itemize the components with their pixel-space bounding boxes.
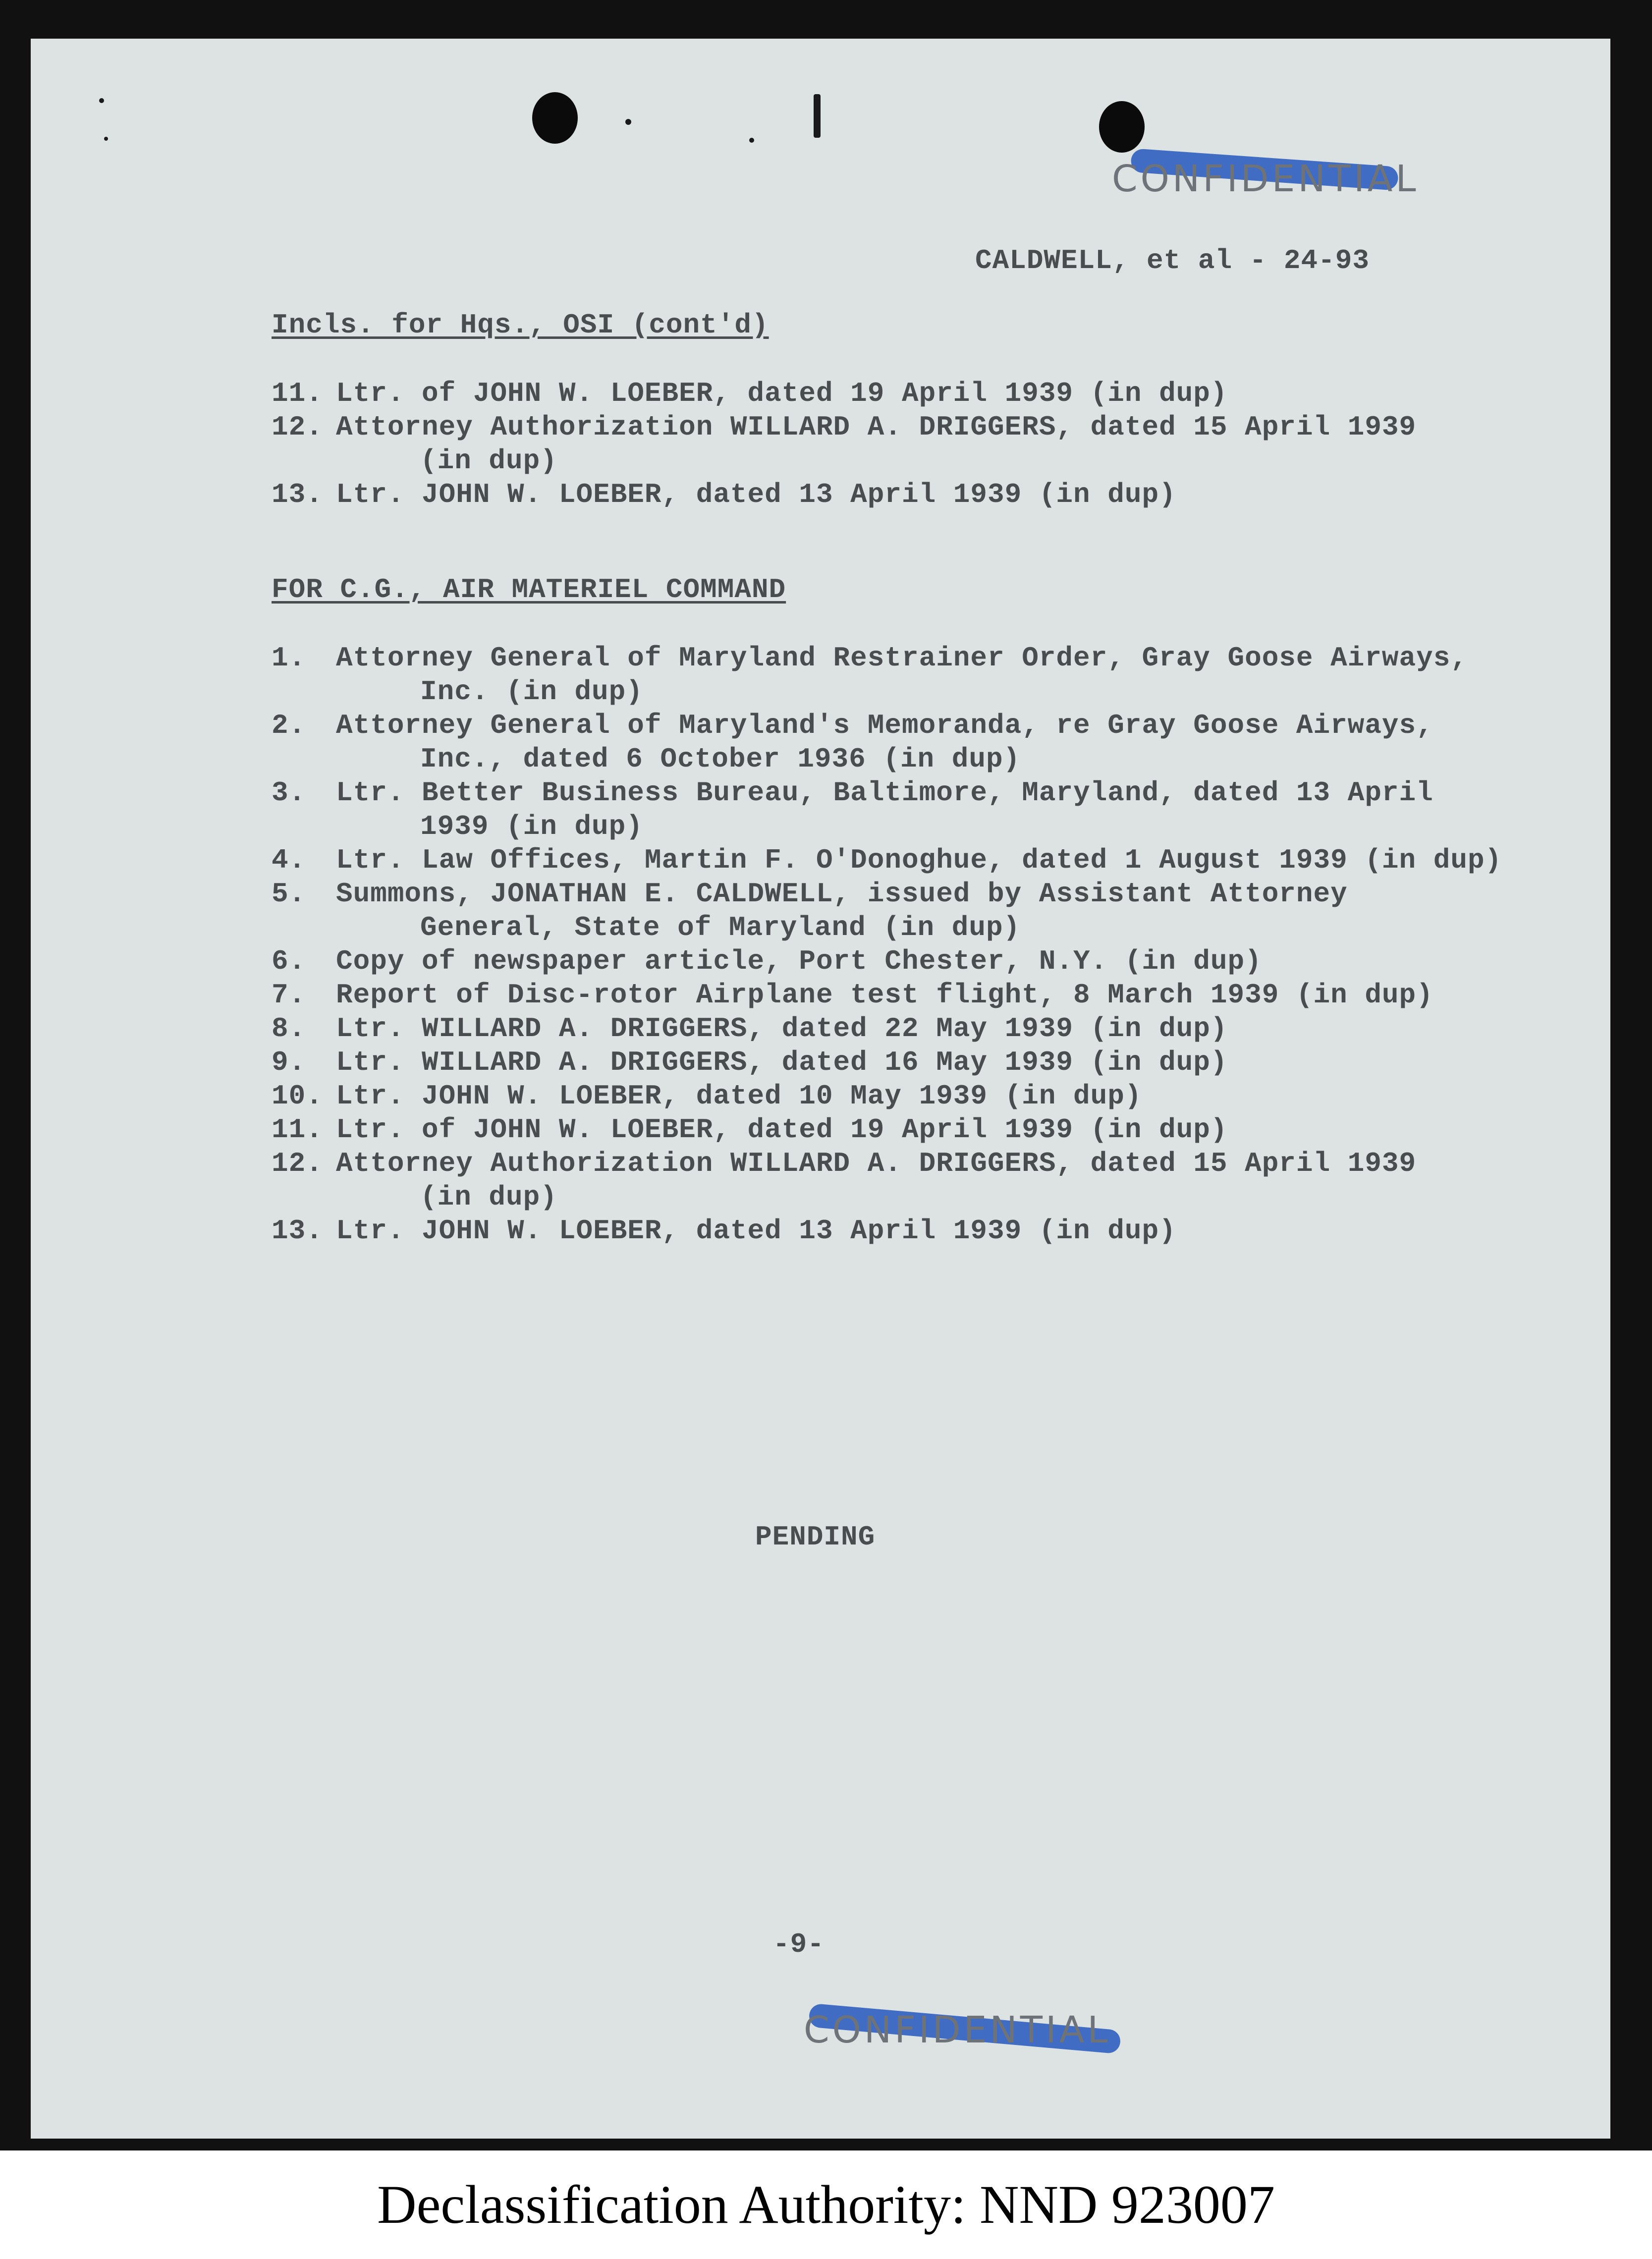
ink-speck: [99, 98, 104, 103]
confidential-stamp-top: CONFIDENTIAL: [1112, 158, 1419, 200]
list-item: [272, 1215, 1176, 1247]
ink-speck: [104, 137, 108, 141]
item-number: 13.: [272, 1215, 323, 1247]
item-number: 7.: [272, 979, 306, 1011]
ink-speck: [625, 119, 631, 125]
item-number: 10.: [272, 1080, 323, 1112]
declassification-footer: Declassification Authority: NND 923007: [377, 2174, 1275, 2235]
item-number: 13.: [272, 479, 323, 510]
item-number: 9.: [272, 1047, 306, 1078]
list-item: [272, 979, 1433, 1011]
ink-speck: [814, 94, 821, 138]
item-number: 12.: [272, 1148, 323, 1179]
item-text: Summons, JONATHAN E. CALDWELL, issued by Assistant Attorney: [336, 878, 1348, 910]
document-page: [31, 39, 1610, 2139]
section-heading-amc: FOR C.G., AIR MATERIEL COMMAND: [272, 574, 786, 606]
item-text: Ltr. Better Business Bureau, Baltimore, Maryland, dated 13 April: [336, 777, 1433, 809]
list-item: [272, 844, 1502, 876]
list-item: [272, 1047, 1227, 1078]
list-item: [272, 378, 1227, 409]
list-item: [272, 878, 1348, 910]
item-text: Inc. (in dup): [420, 676, 643, 708]
item-number: 1.: [272, 642, 306, 674]
list-item: [272, 445, 557, 477]
item-number: 11.: [272, 1114, 323, 1146]
item-text: (in dup): [420, 445, 557, 477]
item-number: 8.: [272, 1013, 306, 1045]
item-text: Report of Disc-rotor Airplane test flight, 8 March 1939 (in dup): [336, 979, 1433, 1011]
list-item: [272, 743, 1020, 775]
punch-hole-left: [532, 92, 578, 144]
list-item: [272, 642, 1468, 674]
item-number: 5.: [272, 878, 306, 910]
item-text: Copy of newspaper article, Port Chester, N.Y. (in dup): [336, 945, 1262, 977]
list-item: [272, 1148, 1416, 1179]
item-number: 2.: [272, 710, 306, 741]
list-item: [272, 912, 1020, 943]
item-text: Ltr. JOHN W. LOEBER, dated 13 April 1939 (in dup): [336, 479, 1176, 510]
list-item: [272, 811, 643, 842]
item-text: General, State of Maryland (in dup): [420, 912, 1021, 943]
item-number: 11.: [272, 378, 323, 409]
list-item: [272, 479, 1176, 510]
item-number: 4.: [272, 844, 306, 876]
item-text: Ltr. WILLARD A. DRIGGERS, dated 16 May 1939 (in dup): [336, 1047, 1228, 1078]
status-pending: PENDING: [755, 1521, 876, 1553]
item-text: Ltr. JOHN W. LOEBER, dated 10 May 1939 (in dup): [336, 1080, 1142, 1112]
item-text: Inc., dated 6 October 1936 (in dup): [420, 743, 1021, 775]
item-text: Attorney Authorization WILLARD A. DRIGGERS, dated 15 April 1939: [336, 411, 1417, 443]
list-item: [272, 777, 1433, 809]
list-item: [272, 710, 1433, 741]
list-item: [272, 1080, 1142, 1112]
punch-hole-right: [1099, 101, 1145, 153]
item-text: (in dup): [420, 1181, 557, 1213]
item-number: 3.: [272, 777, 306, 809]
ink-speck: [749, 138, 754, 143]
list-item: [272, 676, 643, 708]
list-item: [272, 411, 1416, 443]
list-item: [272, 1013, 1227, 1045]
list-item: [272, 1181, 557, 1213]
item-text: 1939 (in dup): [420, 811, 643, 842]
item-text: Attorney General of Maryland's Memoranda, re Gray Goose Airways,: [336, 710, 1433, 741]
list-item: [272, 945, 1262, 977]
item-text: Attorney General of Maryland Restrainer Order, Gray Goose Airways,: [336, 642, 1468, 674]
page-number: -9-: [773, 1928, 825, 1960]
item-text: Attorney Authorization WILLARD A. DRIGGERS, dated 15 April 1939: [336, 1148, 1417, 1179]
section-heading-osi: Incls. for Hqs., OSI (cont'd): [272, 309, 769, 341]
item-text: Ltr. of JOHN W. LOEBER, dated 19 April 1939 (in dup): [336, 378, 1228, 409]
confidential-stamp-bottom: CONFIDENTIAL: [804, 2009, 1111, 2051]
list-item: [272, 1114, 1227, 1146]
item-text: Ltr. of JOHN W. LOEBER, dated 19 April 1939 (in dup): [336, 1114, 1228, 1146]
item-text: Ltr. Law Offices, Martin F. O'Donoghue, dated 1 August 1939 (in dup): [336, 844, 1502, 876]
item-text: Ltr. JOHN W. LOEBER, dated 13 April 1939 (in dup): [336, 1215, 1176, 1247]
item-number: 12.: [272, 411, 323, 443]
item-text: Ltr. WILLARD A. DRIGGERS, dated 22 May 1939 (in dup): [336, 1013, 1228, 1045]
item-number: 6.: [272, 945, 306, 977]
case-reference: CALDWELL, et al - 24-93: [975, 245, 1370, 276]
